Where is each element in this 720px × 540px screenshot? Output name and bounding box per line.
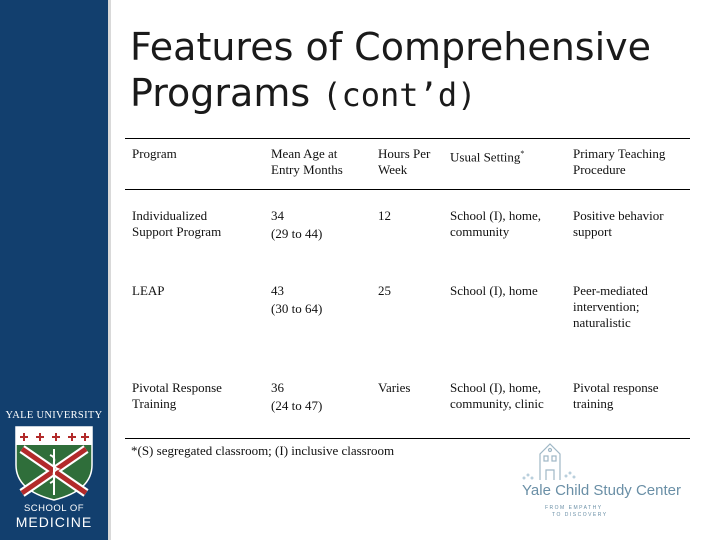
row1-setting <box>450 208 541 240</box>
row3-teaching-line1: Pivotal response <box>573 380 659 395</box>
header-program: Program <box>132 146 177 161</box>
header-mean-age-line2: Entry Months <box>271 162 343 177</box>
header-teaching-line2: Procedure <box>573 162 626 177</box>
row2-age-value: 43 <box>271 283 284 298</box>
title-line-1: Features of Comprehensive <box>130 25 652 69</box>
row3-program <box>132 380 222 412</box>
row1-teaching-line1: Positive behavior <box>573 208 664 223</box>
table-top-rule <box>125 138 690 139</box>
row3-setting <box>450 380 544 412</box>
table-footnote: *(S) segregated classroom; (I) inclusive classroom <box>131 443 395 458</box>
row2-teaching-line3: naturalistic <box>573 315 631 330</box>
header-teaching <box>573 146 665 178</box>
yale-university-label: YALE UNIVERSITY <box>5 410 103 421</box>
row3-program-line2: Training <box>132 396 177 411</box>
row3-program-line1: Pivotal Response <box>132 380 222 395</box>
header-mean-age <box>271 146 343 178</box>
header-hours-line2: Week <box>378 162 408 177</box>
title-suffix: (cont’d) <box>322 76 477 114</box>
header-mean-age-line1: Mean Age at <box>271 146 338 161</box>
child-study-center-name: Yale Child Study Center <box>522 482 681 499</box>
row1-teaching <box>573 208 664 240</box>
row2-setting: School (I), home <box>450 283 538 298</box>
row2-teaching-line1: Peer-mediated <box>573 283 648 298</box>
row1-age-value: 34 <box>271 208 284 223</box>
row1-program-line2: Support Program <box>132 224 222 239</box>
child-study-center-building-icon <box>520 440 580 484</box>
medicine-label: MEDICINE <box>15 514 93 530</box>
row1-setting-line1: School (I), home, <box>450 208 541 223</box>
yale-shield-icon <box>14 425 94 501</box>
row2-hours: 25 <box>378 283 391 298</box>
header-hours <box>378 146 430 178</box>
row1-program-line1: Individualized <box>132 208 208 223</box>
row1-program <box>132 208 221 240</box>
row2-age <box>271 283 322 317</box>
table-bottom-rule <box>125 438 690 439</box>
title-word: Programs <box>130 71 311 115</box>
header-setting-mark: * <box>520 149 525 158</box>
header-teaching-line1: Primary Teaching <box>573 146 666 161</box>
header-setting-label: Usual Setting <box>450 149 521 165</box>
header-setting <box>450 146 524 165</box>
title-line-2 <box>130 70 710 118</box>
header-hours-line1: Hours Per <box>378 146 431 161</box>
row3-age-range: (24 to 47) <box>271 398 323 413</box>
row1-age <box>271 208 322 242</box>
table-header-rule <box>125 189 690 190</box>
row1-hours: 12 <box>378 208 391 223</box>
row3-age-value: 36 <box>271 380 284 395</box>
row2-teaching-line2: intervention; <box>573 299 640 314</box>
child-study-center-tagline-2: TO DISCOVERY <box>552 512 608 518</box>
row3-teaching-line2: training <box>573 396 614 411</box>
child-study-center-tagline-1: FROM EMPATHY <box>545 505 603 511</box>
row2-age-range: (30 to 64) <box>271 301 323 316</box>
row1-setting-line2: community <box>450 224 510 239</box>
row1-teaching-line2: support <box>573 224 612 239</box>
row3-teaching <box>573 380 659 412</box>
row1-age-range: (29 to 44) <box>271 226 323 241</box>
slide-title <box>130 24 710 118</box>
row3-hours: Varies <box>378 380 411 395</box>
row3-setting-line1: School (I), home, <box>450 380 541 395</box>
sidebar-edge <box>108 0 111 540</box>
row3-setting-line2: community, clinic <box>450 396 544 411</box>
row2-teaching <box>573 283 648 331</box>
row2-program: LEAP <box>132 283 165 298</box>
row3-age <box>271 380 322 414</box>
school-of-label: SCHOOL OF <box>23 503 85 514</box>
